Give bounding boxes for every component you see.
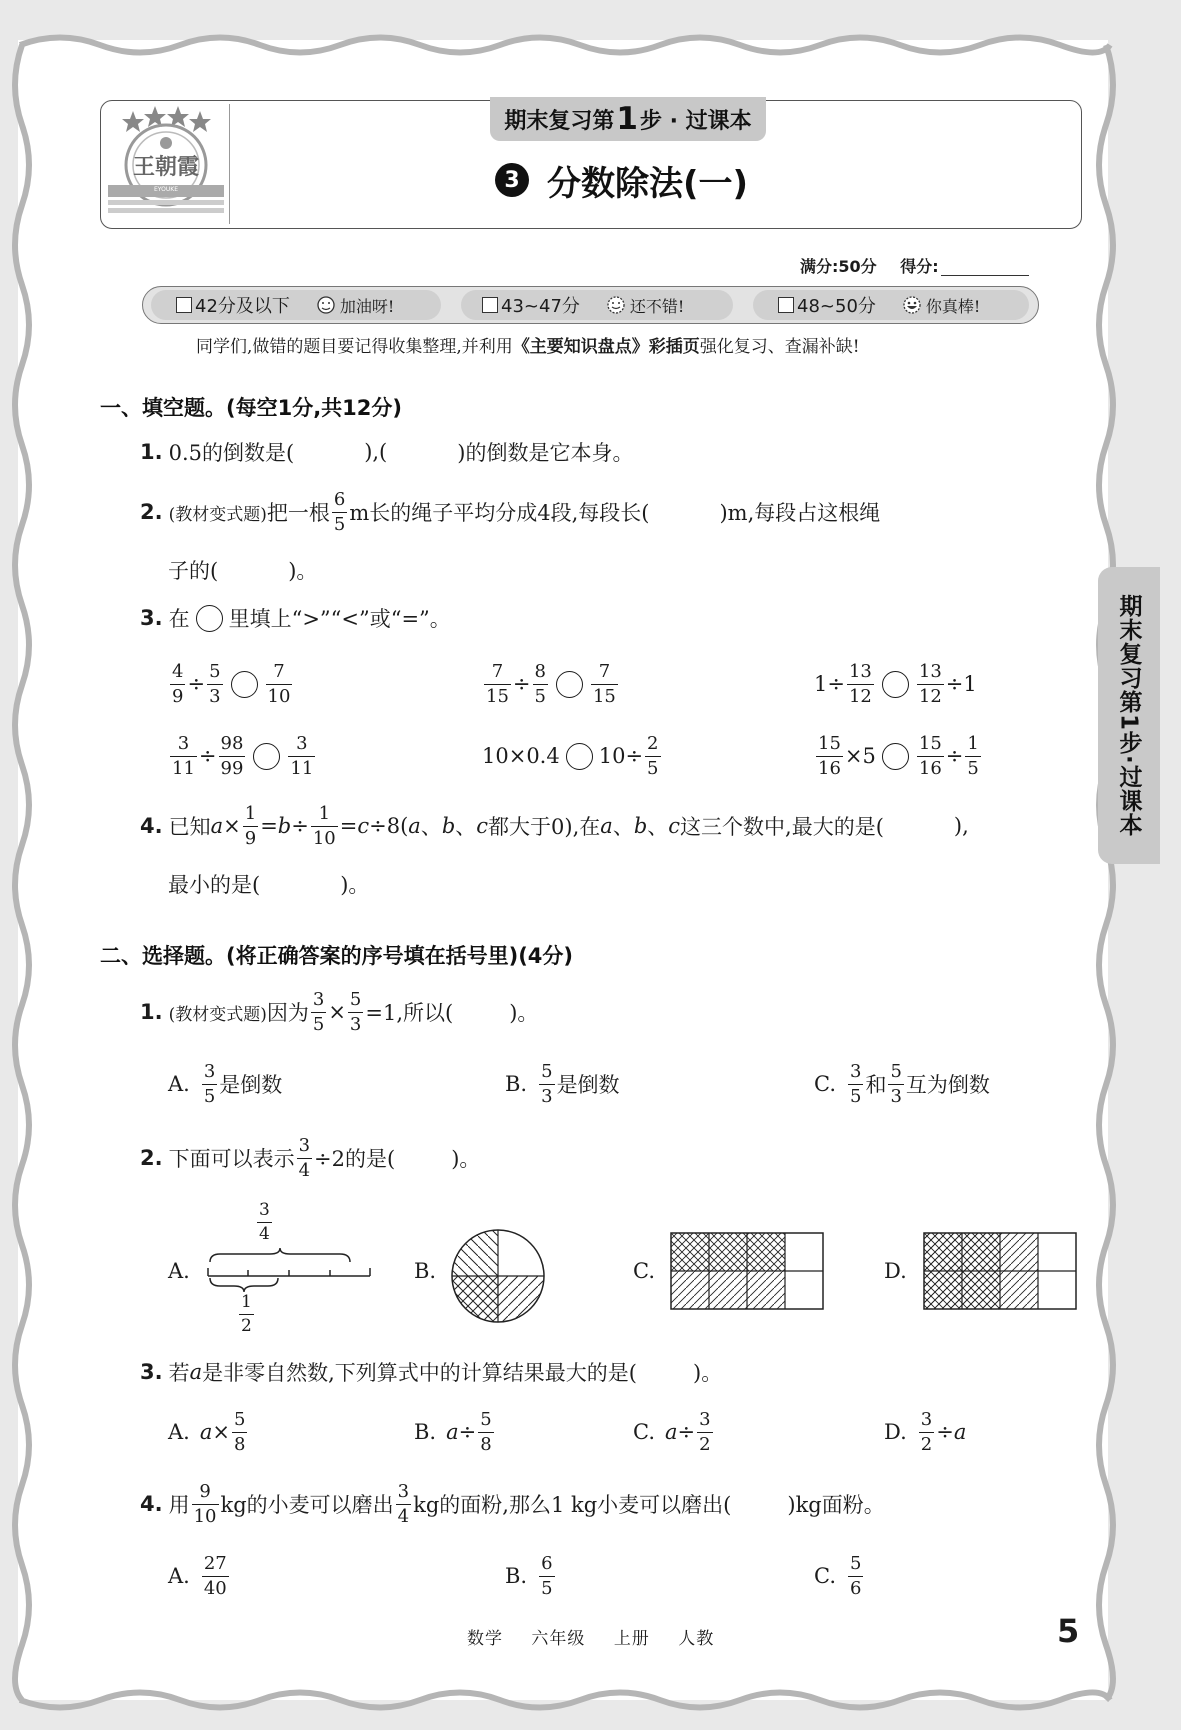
s1-q1-text-c: )的倒数是它本身。 — [457, 441, 634, 465]
s1-q4-text-d: 这三个数中,最大的是( — [680, 815, 884, 839]
s1-q3-num: 3. — [140, 606, 163, 630]
s1-q4-line2-a: 最小的是( — [168, 873, 261, 897]
rating-option-3[interactable] — [778, 290, 980, 320]
s2-q3-text-b: 是非零自然数,下列算式中的计算结果最大的是( — [202, 1361, 637, 1385]
frac-num: 5 — [233, 1408, 246, 1430]
frac-den: 5 — [312, 1013, 325, 1035]
tip-text — [196, 332, 996, 357]
s2-q2-option-b-label[interactable]: B. — [414, 1259, 437, 1283]
unit-number-badge: 3 — [495, 163, 529, 197]
s2-q1-text-a: 因为 — [266, 1001, 309, 1025]
s2-q3-option-d[interactable] — [884, 1402, 966, 1462]
s1-q1 — [140, 434, 633, 470]
frac-den: 16 — [818, 757, 841, 779]
s2-q1-text-b: =1,所以( — [365, 1001, 454, 1025]
frac-den: 9 — [244, 827, 257, 849]
var-c: c — [476, 814, 489, 838]
separator: 、 — [647, 815, 669, 839]
frac-num: 5 — [349, 988, 362, 1010]
var-a: a — [665, 1420, 678, 1444]
var-c: c — [357, 814, 370, 838]
s1-q2-text-b: m长的绳子平均分成4段,每段长( — [349, 501, 650, 525]
frac-num: 27 — [203, 1552, 227, 1574]
var-a: a — [600, 814, 613, 838]
s2-q2 — [140, 1128, 480, 1188]
s1-q3-item-2 — [482, 654, 620, 714]
frac-den: 10 — [193, 1505, 217, 1527]
option-label: B. — [414, 1420, 437, 1444]
grid-diagram-d — [923, 1232, 1077, 1310]
cheer-face-icon — [316, 295, 336, 315]
s2-q4-option-b[interactable] — [505, 1546, 557, 1606]
fraction — [170, 660, 185, 707]
frac-num: 15 — [818, 732, 841, 754]
s2-q4-option-c[interactable] — [814, 1546, 865, 1606]
s1-q4-text-c: 都大于0),在 — [488, 815, 601, 839]
fraction — [539, 1552, 554, 1599]
option-label: A. — [168, 1072, 190, 1096]
s1-q2-text-c: )m,每段占这根绳 — [719, 501, 881, 525]
compare-circle-icon — [196, 605, 223, 632]
rating-range-3: 48~50分 — [797, 296, 876, 317]
fraction — [645, 732, 660, 779]
footer-edition: 人教 — [678, 1629, 715, 1649]
rating-checkbox-1[interactable] — [176, 297, 192, 313]
s2-q3-option-c[interactable] — [633, 1402, 715, 1462]
number-line-diagram — [204, 1248, 374, 1294]
rating-msg-1: 加油呀! — [339, 296, 395, 316]
frac-den: 5 — [850, 1085, 862, 1107]
frac-num: 3 — [296, 732, 308, 754]
frac-num: 3 — [850, 1060, 862, 1082]
frac-num: 6 — [541, 1552, 553, 1574]
s2-q1-option-a[interactable] — [168, 1054, 282, 1114]
fraction — [266, 660, 293, 707]
operator: ×5 — [844, 744, 876, 768]
frac-den: 12 — [848, 685, 872, 707]
answer-circle[interactable] — [882, 743, 909, 770]
separator: 、 — [612, 815, 634, 839]
frac-num: 3 — [312, 988, 325, 1010]
frac-num: 13 — [848, 660, 872, 682]
s1-q1-text-b: ),( — [364, 440, 388, 464]
s2-q1-option-b[interactable] — [505, 1054, 620, 1114]
s1-q1-text-a: 0.5的倒数是( — [168, 441, 295, 465]
s1-q2 — [140, 482, 880, 542]
separator: 、 — [455, 815, 477, 839]
frac-den: 40 — [203, 1577, 227, 1599]
operator: = — [339, 814, 358, 838]
tip-pre: 同学们,做错的题目要记得收集整理,并利用 — [196, 337, 513, 357]
step-number: 1 — [616, 101, 638, 137]
s2-q2-text-a: 下面可以表示 — [168, 1147, 295, 1171]
option-label: C. — [814, 1564, 836, 1588]
s2-q2-text-c: )。 — [451, 1147, 481, 1171]
frac-num: 3 — [259, 1200, 270, 1220]
operator: = — [260, 814, 278, 838]
operator: ÷ — [677, 1420, 696, 1444]
operator: ÷ — [936, 1420, 954, 1444]
frac-num: 5 — [209, 660, 221, 682]
frac-den: 3 — [890, 1085, 902, 1107]
step-suffix: 步 · 过课本 — [639, 108, 752, 134]
s1-q3 — [140, 600, 451, 636]
unit-title — [495, 150, 748, 210]
frac-den: 8 — [480, 1433, 492, 1455]
frac-den: 6 — [850, 1577, 862, 1599]
s2-q2-text-b: ÷2的是( — [314, 1147, 396, 1171]
s1-q2-line2-b: )。 — [288, 559, 318, 583]
frac-den: 16 — [918, 757, 942, 779]
fraction — [207, 660, 222, 707]
s2-q1-num: 1. — [140, 1000, 163, 1024]
s2-q4-text-b: kg的小麦可以磨出 — [220, 1493, 394, 1517]
rating-option-2[interactable] — [482, 290, 684, 320]
fraction — [848, 1060, 863, 1107]
frac-den: 8 — [233, 1433, 246, 1455]
footer-volume: 上册 — [613, 1629, 650, 1649]
option-a-top-fraction — [257, 1202, 272, 1243]
footer-grade: 六年级 — [531, 1629, 586, 1649]
rating-option-1[interactable] — [176, 290, 394, 320]
smile-face-icon — [606, 295, 626, 315]
s1-q3-item-4 — [168, 726, 317, 786]
frac-num: 1 — [241, 1292, 252, 1312]
fraction — [533, 660, 548, 707]
s1-q4-num: 4. — [140, 814, 163, 838]
fraction — [965, 732, 980, 779]
s1-q2-line2-a: 子的( — [168, 559, 219, 583]
fraction — [202, 1552, 229, 1599]
s1-q3-item-1 — [168, 654, 294, 714]
grid-diagram-c — [670, 1232, 824, 1310]
answer-circle[interactable] — [556, 671, 583, 698]
var-a: a — [446, 1420, 459, 1444]
fraction — [202, 1060, 217, 1107]
s1-q3-item-5 — [482, 726, 663, 786]
answer-circle[interactable] — [231, 671, 258, 698]
s1-q3-text-a: 在 — [168, 607, 190, 631]
rating-checkbox-2[interactable] — [482, 297, 498, 313]
var-c: c — [668, 814, 681, 838]
fraction — [219, 732, 246, 779]
frac-den: 2 — [241, 1316, 252, 1336]
operator: × — [328, 1000, 346, 1024]
frac-den: 5 — [967, 757, 979, 779]
s1-q4-text-a: 已知 — [168, 815, 211, 839]
footer-subject: 数学 — [467, 1629, 503, 1649]
var-b: b — [277, 814, 292, 838]
step-prefix: 期末复习第 — [504, 108, 615, 134]
frac-den: 5 — [203, 1085, 216, 1107]
var-b: b — [441, 814, 456, 838]
s2-q3 — [140, 1354, 722, 1390]
footer — [467, 1624, 736, 1649]
step-banner — [490, 97, 766, 141]
fraction — [919, 1408, 934, 1455]
frac-den: 3 — [349, 1013, 362, 1035]
s1-q4-line2-b: )。 — [340, 873, 370, 897]
option-text: 和 — [865, 1073, 887, 1097]
s2-q3-text-c: )。 — [693, 1361, 723, 1385]
frac-den: 2 — [920, 1433, 933, 1455]
frac-num: 1 — [318, 802, 331, 824]
fraction — [311, 988, 326, 1035]
frac-num: 3 — [203, 1060, 216, 1082]
var-a: a — [199, 1420, 213, 1444]
fraction — [396, 1480, 411, 1527]
fraction — [847, 660, 874, 707]
option-label: C. — [633, 1420, 655, 1444]
frac-num: 8 — [534, 660, 546, 682]
option-text: 互为倒数 — [905, 1073, 990, 1097]
frac-den: 15 — [592, 685, 616, 707]
frac-num: 7 — [273, 660, 285, 682]
s1-q4-line2 — [168, 866, 369, 902]
s1-q2-num: 2. — [140, 500, 163, 524]
frac-den: 9 — [172, 685, 184, 707]
fraction — [192, 1480, 219, 1527]
s1-q3-item-6 — [814, 726, 983, 786]
s2-q2-option-c-label[interactable]: C. — [633, 1259, 655, 1283]
frac-den: 99 — [220, 757, 244, 779]
side-tab-text: 期末复习第1步·过课本 — [1115, 594, 1142, 837]
s1-q3-text-b: 里填上“>”“<”或“=”。 — [228, 607, 451, 631]
frac-num: 9 — [199, 1480, 211, 1502]
tip-bold: 《主要知识盘点》彩插页 — [512, 337, 700, 357]
fraction — [816, 732, 843, 779]
fraction — [170, 732, 197, 779]
s2-q1-tag: (教材变式题) — [168, 1004, 267, 1025]
option-label: A. — [168, 1564, 190, 1588]
frac-den: 10 — [312, 827, 336, 849]
answer-circle[interactable] — [882, 671, 909, 698]
fraction — [484, 660, 511, 707]
frac-den: 3 — [209, 685, 221, 707]
s1-q3-item-3 — [814, 654, 977, 714]
frac-num: 5 — [480, 1408, 492, 1430]
option-label: D. — [884, 1420, 907, 1444]
option-label: B. — [505, 1564, 528, 1588]
option-text: 是倒数 — [219, 1073, 283, 1097]
var-a: a — [953, 1420, 967, 1444]
section1-title: 一、填空题。(每空1分,共12分) — [100, 396, 403, 420]
frac-num: 7 — [598, 660, 611, 682]
logo-name: 王朝霞 — [132, 154, 200, 180]
expression: 10×0.4 — [482, 744, 560, 768]
frac-den: 11 — [290, 757, 314, 779]
rating-msg-2: 还不错! — [629, 296, 685, 316]
frac-num: 13 — [918, 660, 942, 682]
frac-num: 2 — [647, 732, 659, 754]
s2-q3-text-a: 若 — [168, 1361, 190, 1385]
score-line — [800, 254, 1029, 277]
frac-num: 1 — [244, 802, 257, 824]
fraction — [348, 988, 363, 1035]
page-number: 5 — [1057, 1612, 1080, 1650]
fraction — [848, 1552, 863, 1599]
side-tab — [1098, 567, 1160, 864]
fraction — [478, 1408, 493, 1455]
operator: ÷ — [945, 744, 964, 768]
fraction — [297, 1134, 312, 1181]
frac-num: 4 — [172, 660, 184, 682]
frac-den: 2 — [699, 1433, 711, 1455]
frac-den: 4 — [259, 1224, 270, 1244]
operator: 1÷ — [814, 672, 845, 696]
frac-num: 1 — [967, 732, 979, 754]
frac-den: 4 — [298, 1159, 311, 1181]
fraction — [243, 802, 258, 849]
s2-q4-option-a[interactable] — [168, 1546, 231, 1606]
wangzhaoxia-logo — [103, 103, 229, 224]
operator: ÷ — [291, 814, 309, 838]
rating-checkbox-3[interactable] — [778, 297, 794, 313]
s2-q4-text-a: 用 — [168, 1493, 190, 1517]
happy-face-icon — [902, 295, 922, 315]
score-got-label: 得分: — [900, 257, 939, 276]
s1-q2-tag: (教材变式题) — [168, 504, 267, 525]
fraction — [232, 1408, 247, 1455]
s2-q3-option-a[interactable] — [168, 1402, 249, 1462]
operator: ÷1 — [945, 672, 977, 696]
s2-q2-option-d-label[interactable]: D. — [884, 1259, 907, 1283]
option-a-bottom-fraction — [239, 1294, 254, 1335]
operator: ÷ — [198, 744, 217, 768]
s2-q4-text-d: )kg面粉。 — [787, 1493, 885, 1517]
s2-q4 — [140, 1474, 885, 1534]
frac-den: 5 — [534, 685, 546, 707]
s2-q1-text-c: )。 — [509, 1001, 539, 1025]
answer-circle[interactable] — [253, 743, 280, 770]
s1-q4-text-e: ), — [953, 814, 969, 838]
frac-num: 15 — [918, 732, 942, 754]
section2-title: 二、选择题。(将正确答案的序号填在括号里)(4分) — [100, 944, 574, 968]
frac-den: 10 — [267, 685, 291, 707]
operator: ÷ — [187, 672, 206, 696]
operator: × — [212, 1420, 230, 1444]
frac-den: 11 — [172, 757, 195, 779]
s2-q3-num: 3. — [140, 1360, 163, 1384]
separator: 、 — [420, 815, 442, 839]
frac-num: 5 — [541, 1060, 553, 1082]
s2-q1 — [140, 982, 538, 1042]
unit-title-text: 分数除法(一) — [547, 163, 749, 204]
rating-range-2: 43~47分 — [501, 296, 580, 317]
s2-q1-option-c[interactable] — [814, 1054, 990, 1114]
fraction — [697, 1408, 712, 1455]
s2-q4-num: 4. — [140, 1492, 163, 1516]
frac-den: 5 — [541, 1577, 553, 1599]
frac-num: 3 — [298, 1134, 311, 1156]
s2-q2-option-a-label[interactable]: A. — [168, 1259, 190, 1283]
frac-num: 3 — [699, 1408, 711, 1430]
option-label: C. — [814, 1072, 836, 1096]
frac-den: 15 — [486, 685, 509, 707]
circle-diagram — [448, 1226, 548, 1326]
option-label: A. — [168, 1420, 190, 1444]
fraction — [539, 1060, 554, 1107]
frac-num: 3 — [177, 732, 190, 754]
operator: 10÷ — [598, 744, 644, 768]
s1-q4-text-b: ÷8( — [369, 814, 409, 838]
operator: ÷ — [458, 1420, 477, 1444]
rating-range-1: 42分及以下 — [195, 296, 290, 317]
fraction — [591, 660, 618, 707]
frac-den: 5 — [333, 513, 346, 535]
s2-q2-num: 2. — [140, 1146, 163, 1170]
option-label: B. — [505, 1072, 528, 1096]
s2-q3-option-b[interactable] — [414, 1402, 496, 1462]
s1-q4 — [140, 796, 969, 856]
answer-circle[interactable] — [566, 743, 593, 770]
logo-divider — [229, 104, 230, 224]
fraction — [332, 488, 347, 535]
var-a: a — [189, 1360, 203, 1384]
frac-den: 4 — [397, 1505, 410, 1527]
s1-q1-num: 1. — [140, 440, 163, 464]
fraction — [311, 802, 338, 849]
frac-num: 98 — [220, 732, 244, 754]
fraction — [917, 732, 944, 779]
var-a: a — [408, 814, 421, 838]
frac-num: 7 — [491, 660, 504, 682]
frac-den: 12 — [918, 685, 942, 707]
var-a: a — [210, 814, 224, 838]
frac-num: 6 — [333, 488, 346, 510]
operator: × — [223, 814, 241, 838]
frac-num: 3 — [397, 1480, 410, 1502]
var-b: b — [633, 814, 648, 838]
fraction — [917, 660, 944, 707]
frac-den: 5 — [647, 757, 659, 779]
score-blank[interactable] — [941, 257, 1029, 276]
operator: ÷ — [512, 672, 531, 696]
s1-q2-line2 — [168, 552, 317, 588]
s1-q2-text-a: 把一根 — [266, 501, 330, 525]
frac-num: 5 — [850, 1552, 862, 1574]
frac-den: 3 — [541, 1085, 553, 1107]
s2-q4-text-c: kg的面粉,那么1 kg小麦可以磨出( — [413, 1493, 732, 1517]
logo-sub: EYOUKE — [154, 186, 178, 193]
fraction — [288, 732, 315, 779]
frac-num: 5 — [890, 1060, 902, 1082]
fraction — [888, 1060, 903, 1107]
option-text: 是倒数 — [556, 1073, 620, 1097]
full-score-label: 满分:50分 — [800, 257, 877, 276]
frac-num: 3 — [920, 1408, 933, 1430]
rating-msg-3: 你真棒! — [925, 296, 981, 316]
tip-post: 强化复习、查漏补缺! — [699, 337, 860, 357]
